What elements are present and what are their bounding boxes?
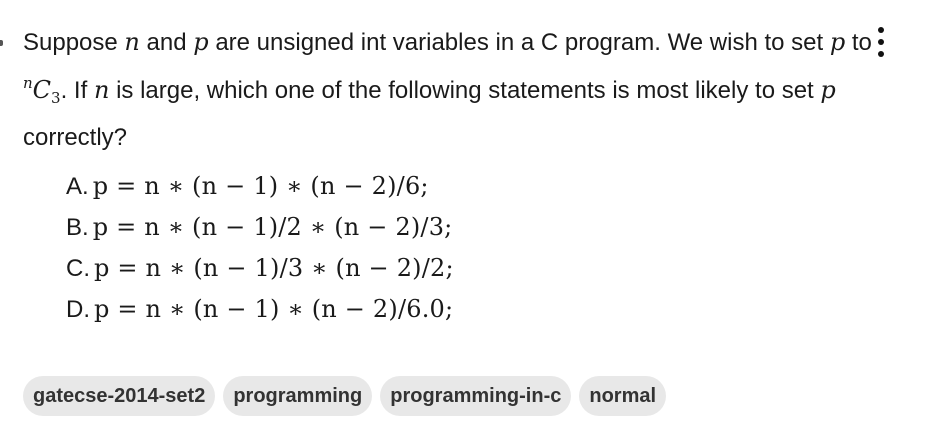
math-var-n: n xyxy=(93,76,110,104)
option-expression: p = n ∗ (n − 1)/2 ∗ (n − 2)/3; xyxy=(92,213,453,241)
option-d[interactable] xyxy=(66,289,454,330)
kebab-dot xyxy=(878,51,884,57)
option-expression: p = n ∗ (n − 1) ∗ (n − 2)/6; xyxy=(92,172,429,200)
tag-gatecse-2014-set2[interactable]: gatecse-2014-set2 xyxy=(23,376,215,416)
math-sup-n: n xyxy=(23,74,33,92)
question-fragment: . If xyxy=(60,77,94,104)
option-expression: p = n ∗ (n − 1)/3 ∗ (n − 2)/2; xyxy=(94,254,454,282)
option-c[interactable] xyxy=(66,248,454,289)
question-fragment: is large, which one of the following statements is most likely to set xyxy=(109,77,821,104)
option-letter: B. xyxy=(66,214,89,241)
question-fragment: to xyxy=(845,29,872,56)
question-text xyxy=(23,22,893,158)
math-combination-c: C xyxy=(32,76,52,104)
question-fragment: Suppose xyxy=(23,29,125,56)
math-var-p: p xyxy=(820,76,836,104)
answer-options xyxy=(66,166,454,330)
math-var-n: n xyxy=(124,28,140,56)
kebab-dot xyxy=(878,39,884,45)
tag-programming[interactable]: programming xyxy=(223,376,372,416)
option-letter: D. xyxy=(66,296,90,323)
more-vertical-icon[interactable] xyxy=(874,27,888,57)
edge-marker xyxy=(0,40,3,46)
option-b[interactable] xyxy=(66,207,454,248)
kebab-dot xyxy=(878,27,884,33)
math-var-p: p xyxy=(193,28,209,56)
question-fragment: correctly? xyxy=(23,124,128,151)
option-letter: C. xyxy=(66,255,90,282)
question-fragment: are unsigned int variables in a C program. We wish to set xyxy=(208,29,830,56)
option-letter: A. xyxy=(66,173,89,200)
tag-programming-in-c[interactable]: programming-in-c xyxy=(380,376,571,416)
question-fragment: and xyxy=(139,29,194,56)
tag-normal[interactable]: normal xyxy=(579,376,666,416)
math-var-p: p xyxy=(829,28,846,56)
option-expression: p = n ∗ (n − 1) ∗ (n − 2)/6.0; xyxy=(94,295,454,323)
option-a[interactable] xyxy=(66,166,454,207)
tag-list xyxy=(23,376,666,416)
math-sub-3: 3 xyxy=(51,89,61,107)
